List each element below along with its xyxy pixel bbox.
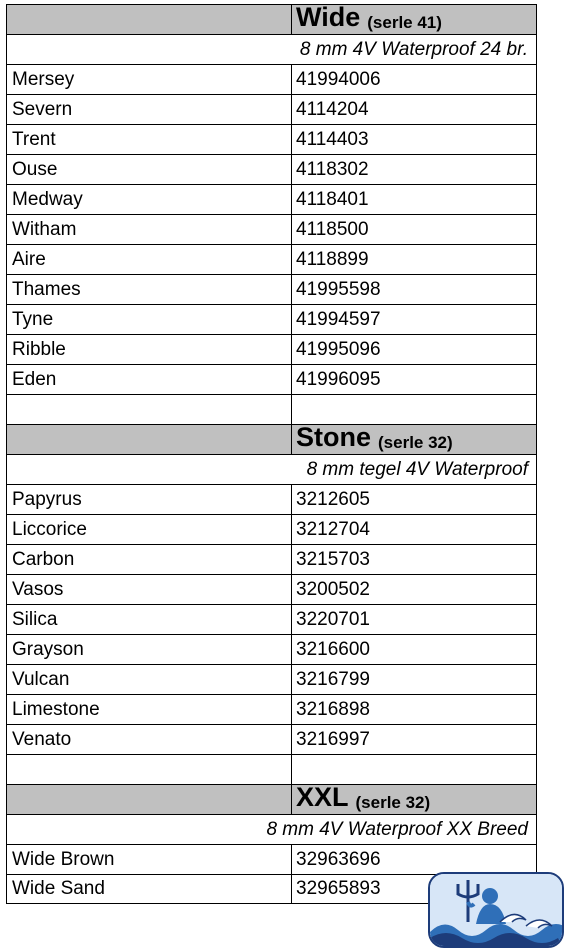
product-code: 4114403 <box>291 124 537 154</box>
section-title: Stone <box>296 422 372 452</box>
section-title-cell <box>291 424 537 454</box>
section-title: Wide <box>296 2 361 32</box>
section-subtitle: 8 mm 4V Waterproof 24 br. <box>6 34 537 64</box>
product-table <box>6 4 537 904</box>
product-name: Severn <box>6 94 291 124</box>
table-row <box>6 334 537 364</box>
product-name: Witham <box>6 214 291 244</box>
section-title: XXL <box>296 782 349 812</box>
empty-cell <box>6 394 291 424</box>
table-row <box>6 154 537 184</box>
section-header-xxl <box>6 784 537 814</box>
table-row <box>6 94 537 124</box>
table-row <box>6 244 537 274</box>
section-header-wide <box>6 4 537 34</box>
product-name: Ribble <box>6 334 291 364</box>
section-subtitle-row <box>6 814 537 844</box>
product-name: Carbon <box>6 544 291 574</box>
header-blank-cell <box>6 424 291 454</box>
section-subtitle-row <box>6 454 537 484</box>
table-row <box>6 64 537 94</box>
product-code: 41994597 <box>291 304 537 334</box>
product-code: 32963696 <box>291 844 537 874</box>
product-code: 3216997 <box>291 724 537 754</box>
product-name: Trent <box>6 124 291 154</box>
table-row <box>6 484 537 514</box>
product-code: 3215703 <box>291 544 537 574</box>
product-code: 3212704 <box>291 514 537 544</box>
empty-cell <box>291 754 537 784</box>
section-serie: (serle 41) <box>367 13 442 32</box>
table-row <box>6 694 537 724</box>
table-row <box>6 184 537 214</box>
product-name: Ouse <box>6 154 291 184</box>
empty-cell <box>6 754 291 784</box>
section-subtitle: 8 mm tegel 4V Waterproof <box>6 454 537 484</box>
table-row <box>6 844 537 874</box>
section-title-cell <box>291 4 537 34</box>
table-row <box>6 274 537 304</box>
product-code: 3200502 <box>291 574 537 604</box>
neptune-trident-waves-icon <box>430 874 562 946</box>
product-code: 3216799 <box>291 664 537 694</box>
product-name: Venato <box>6 724 291 754</box>
section-header-stone <box>6 424 537 454</box>
product-name: Wide Sand <box>6 874 291 904</box>
product-name: Limestone <box>6 694 291 724</box>
section-serie: (serle 32) <box>355 793 431 812</box>
product-name: Silica <box>6 604 291 634</box>
product-name: Grayson <box>6 634 291 664</box>
table-row <box>6 604 537 634</box>
empty-row <box>6 394 537 424</box>
product-name: Mersey <box>6 64 291 94</box>
table-row <box>6 724 537 754</box>
product-code: 4118302 <box>291 154 537 184</box>
product-name: Wide Brown <box>6 844 291 874</box>
section-subtitle: 8 mm 4V Waterproof XX Breed <box>6 814 537 844</box>
product-code: 32965893 <box>291 874 537 904</box>
product-name: Liccorice <box>6 514 291 544</box>
table-row <box>6 574 537 604</box>
product-name: Vulcan <box>6 664 291 694</box>
product-name: Vasos <box>6 574 291 604</box>
product-code: 41995096 <box>291 334 537 364</box>
product-code: 4118401 <box>291 184 537 214</box>
product-code: 4118500 <box>291 214 537 244</box>
section-subtitle-row <box>6 34 537 64</box>
product-code: 3216898 <box>291 694 537 724</box>
table-row <box>6 364 537 394</box>
empty-cell <box>291 394 537 424</box>
table-row <box>6 664 537 694</box>
product-code: 3220701 <box>291 604 537 634</box>
product-name: Medway <box>6 184 291 214</box>
product-code: 4114204 <box>291 94 537 124</box>
table-row <box>6 514 537 544</box>
product-code: 41996095 <box>291 364 537 394</box>
product-code: 41994006 <box>291 64 537 94</box>
product-code: 41995598 <box>291 274 537 304</box>
table-row <box>6 124 537 154</box>
section-title-cell <box>291 784 537 814</box>
product-name: Aire <box>6 244 291 274</box>
product-code: 3216600 <box>291 634 537 664</box>
product-code: 3212605 <box>291 484 537 514</box>
product-name: Eden <box>6 364 291 394</box>
section-serie: (serle 32) <box>378 433 453 452</box>
product-name: Thames <box>6 274 291 304</box>
product-name: Papyrus <box>6 484 291 514</box>
product-name: Tyne <box>6 304 291 334</box>
table-row <box>6 634 537 664</box>
header-blank-cell <box>6 4 291 34</box>
neptune-logo <box>428 872 564 948</box>
empty-row <box>6 754 537 784</box>
table-row <box>6 544 537 574</box>
table-row <box>6 214 537 244</box>
product-code: 4118899 <box>291 244 537 274</box>
header-blank-cell <box>6 784 291 814</box>
table-row <box>6 304 537 334</box>
